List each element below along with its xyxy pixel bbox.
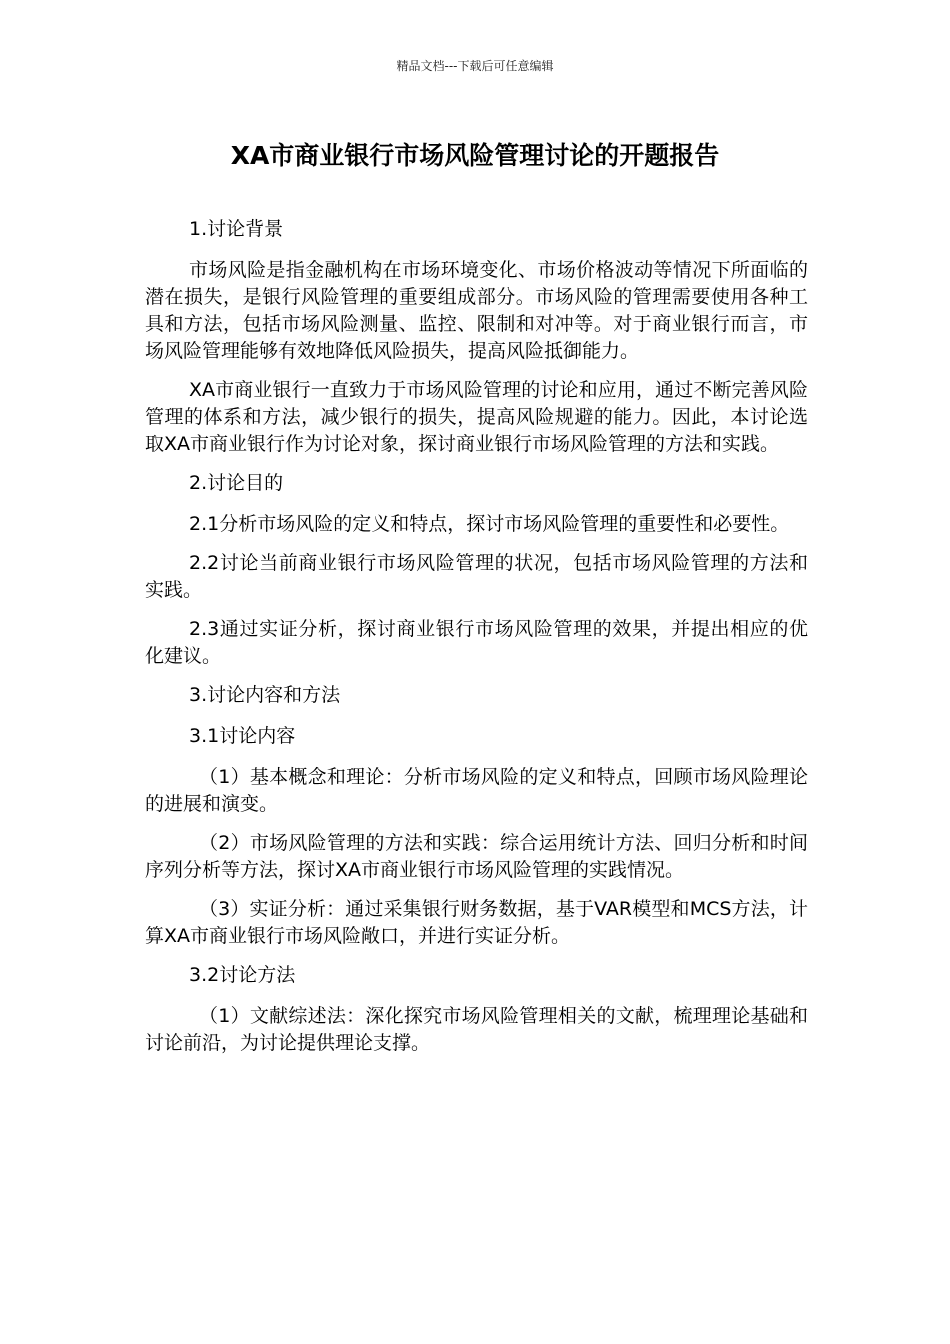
section-heading-purpose: 2.讨论目的 [189,472,284,494]
list-item: （1）基本概念和理论：分析市场风险的定义和特点，回顾市场风险理论的进展和演变。 [145,766,808,815]
paragraph: 2.3通过实证分析，探讨商业银行市场风险管理的效果，并提出相应的优化建议。 [145,618,808,667]
paragraph: 2.2讨论当前商业银行市场风险管理的状况，包括市场风险管理的方法和实践。 [145,552,808,601]
list-item: （2）市场风险管理的方法和实践：综合运用统计方法、回归分析和时间序列分析等方法，探讨XA市商业银行市场风险管理的实践情况。 [145,832,808,881]
document-body [145,216,808,1069]
paragraph: 市场风险是指金融机构在市场环境变化、市场价格波动等情况下所面临的潜在损失，是银行风险管理的重要组成部分。市场风险的管理需要使用各种工具和方法，包括市场风险测量、监控、限制和对冲等。对于商业银行而言，市场风险管理能够有效地降低风险损失，提高风险抵御能力。 [145,259,808,362]
paragraph: XA市商业银行一直致力于市场风险管理的讨论和应用，通过不断完善风险管理的体系和方法，减少银行的损失，提高风险规避的能力。因此，本讨论选取XA市商业银行作为讨论对象，探讨商业银行市场风险管理的方法和实践。 [145,379,808,455]
list-item: （3）实证分析：通过采集银行财务数据，基于VAR模型和MCS方法，计算XA市商业银行市场风险敞口，并进行实证分析。 [145,898,808,947]
section-heading-content-methods: 3.讨论内容和方法 [189,684,341,706]
list-item: （1）文献综述法：深化探究市场风险管理相关的文献，梳理理论基础和讨论前沿，为讨论提供理论支撑。 [145,1005,808,1054]
subsection-heading-content: 3.1讨论内容 [189,725,296,747]
section-heading-background: 1.讨论背景 [189,218,284,240]
document-title: XA市商业银行市场风险管理讨论的开题报告 [230,141,720,170]
subsection-heading-methods: 3.2讨论方法 [189,964,296,986]
header-note: 精品文档---下载后可任意编辑 [396,59,554,73]
paragraph: 2.1分析市场风险的定义和特点，探讨市场风险管理的重要性和必要性。 [189,513,790,535]
